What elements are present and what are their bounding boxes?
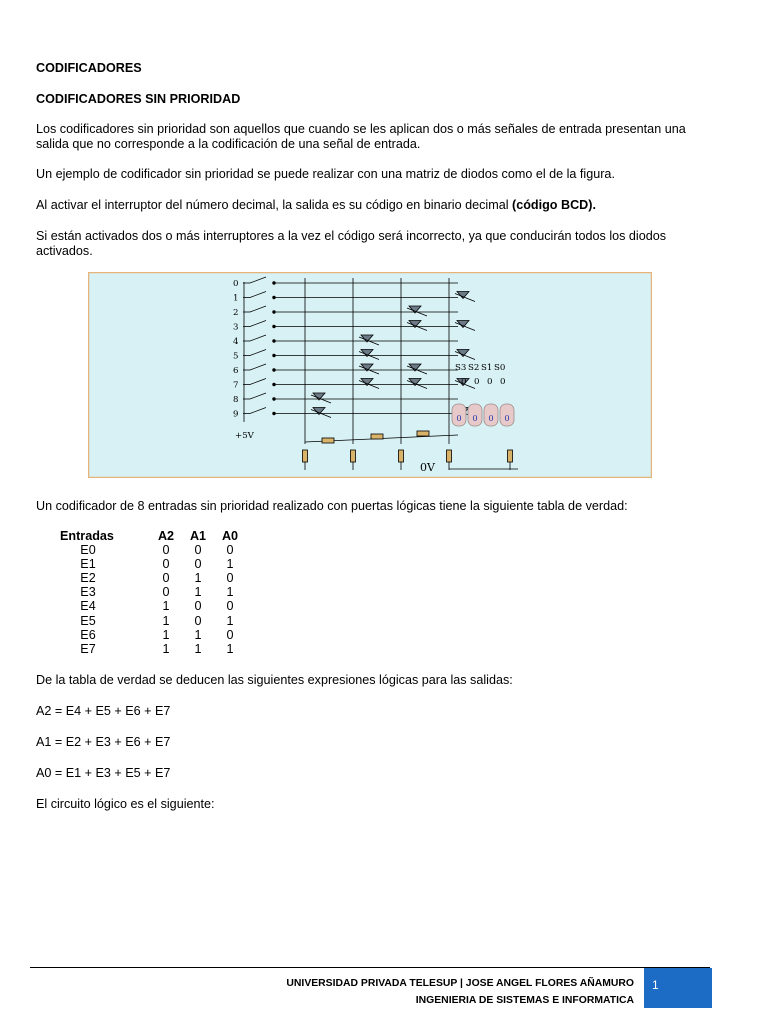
- table-cell-output: 0: [162, 571, 170, 586]
- table-cell-input: E7: [80, 641, 96, 656]
- table-row: [58, 557, 246, 571]
- table-cell-output: 1: [194, 641, 202, 656]
- equation-a1: A1 = E2 + E3 + E6 + E7: [36, 735, 171, 749]
- node-dot: [273, 369, 276, 372]
- table-row: [58, 599, 246, 613]
- warning-paragraph-line-1: Si están activados dos o más interruptores a la vez el código será incorrecto, ya que conducirán todos los diodos: [36, 229, 667, 243]
- table-cell-output: 1: [162, 627, 170, 642]
- document-title: CODIFICADORES: [36, 61, 142, 75]
- table-cell-input: E2: [80, 571, 96, 586]
- node-dot: [273, 325, 276, 328]
- table-cell-output: 1: [162, 613, 170, 628]
- node-dot: [273, 311, 276, 314]
- table-cell-output: 0: [194, 557, 202, 572]
- section-heading: CODIFICADORES SIN PRIORIDAD: [36, 92, 241, 106]
- header-a2: A2: [157, 529, 175, 543]
- switch-label: 2: [233, 308, 239, 318]
- switch-label: 6: [233, 366, 239, 376]
- table-cell-output: 0: [194, 543, 202, 558]
- resistor-icon: [417, 431, 429, 436]
- resistor-icon: [371, 434, 383, 439]
- equation-a0: A0 = E1 + E3 + E5 + E7: [36, 766, 171, 780]
- switch-label: 9: [233, 409, 239, 420]
- table-cell-output: 0: [162, 557, 170, 572]
- node-dot: [273, 282, 276, 285]
- table-row: [58, 642, 246, 656]
- footer-program: INGENIERIA DE SISTEMAS E INFORMATICA: [415, 995, 634, 1006]
- table-row: [58, 585, 246, 599]
- intro-paragraph-line-2: salida que no corresponde a la codificación de una señal de entrada.: [36, 137, 421, 151]
- expressions-intro: De la tabla de verdad se deducen las siguientes expresiones lógicas para las salidas:: [36, 673, 513, 687]
- table-cell-output: 1: [162, 641, 170, 656]
- table-cell-input: E4: [80, 599, 96, 614]
- table-cell-output: 0: [226, 627, 234, 642]
- node-dot: [273, 340, 276, 343]
- header-a0: A0: [221, 529, 239, 543]
- table-cell-output: 0: [226, 571, 234, 586]
- table-cell-input: E0: [80, 543, 96, 558]
- table-cell-output: 0: [226, 543, 234, 558]
- resistor-icon: [303, 450, 308, 462]
- output-value: 0: [461, 377, 467, 387]
- table-row: [58, 628, 246, 642]
- header-a1: A1: [189, 529, 207, 543]
- switch-label: 1: [233, 293, 239, 304]
- resistor-icon: [399, 450, 404, 462]
- table-cell-output: 1: [226, 585, 234, 600]
- switch-label: 7: [233, 380, 239, 391]
- switch-label: 3: [233, 322, 239, 333]
- page-number: 1: [652, 978, 659, 992]
- table-cell-input: E5: [80, 613, 96, 628]
- table-cell-output: 1: [226, 613, 234, 628]
- footer-divider: [30, 967, 710, 968]
- bcd-bold-text: (código BCD).: [512, 198, 596, 212]
- output-value: 0: [487, 377, 493, 387]
- table-cell-output: 0: [194, 599, 202, 614]
- table-cell-output: 1: [226, 641, 234, 656]
- output-label: S2: [468, 363, 480, 373]
- resistor-icon: [508, 450, 513, 462]
- node-dot: [273, 412, 276, 415]
- table-cell-output: 0: [194, 613, 202, 628]
- led-value: 0: [456, 414, 462, 423]
- table-cell-output: 1: [162, 599, 170, 614]
- table-cell-input: E3: [80, 585, 96, 600]
- intro-paragraph-line-1: Los codificadores sin prioridad son aquellos que cuando se les aplican dos o más señales de entrada presentan una: [36, 122, 686, 136]
- table-cell-output: 1: [194, 585, 202, 600]
- table-cell-output: 0: [162, 543, 170, 558]
- table-row: [58, 614, 246, 628]
- example-paragraph: Un ejemplo de codificador sin prioridad se puede realizar con una matriz de diodos como el de la figura.: [36, 167, 615, 181]
- node-dot: [273, 398, 276, 401]
- ground-label: 0V: [420, 461, 435, 474]
- table-cell-output: 1: [194, 627, 202, 642]
- led-value: 0: [472, 414, 478, 423]
- switch-label: 5: [233, 351, 239, 362]
- output-value: 0: [500, 377, 506, 387]
- truth-table: [58, 529, 246, 656]
- table-cell-input: E1: [80, 557, 96, 572]
- equation-a2: A2 = E4 + E5 + E6 + E7: [36, 704, 171, 718]
- table-cell-output: 1: [226, 557, 234, 572]
- node-dot: [273, 354, 276, 357]
- node-dot: [273, 296, 276, 299]
- output-label: S0: [494, 363, 506, 373]
- switch-paragraph: [36, 198, 596, 213]
- switch-label: 8: [233, 395, 239, 405]
- table-cell-output: 0: [226, 599, 234, 614]
- warning-paragraph-line-2: activados.: [36, 244, 93, 258]
- resistor-icon: [351, 450, 356, 462]
- table-row: [58, 571, 246, 585]
- node-dot: [273, 383, 276, 386]
- table-row: [58, 543, 246, 557]
- led-value: 0: [488, 414, 494, 423]
- supply-label: +5V: [235, 431, 254, 441]
- output-label: S3: [455, 363, 467, 373]
- switch-paragraph-text: Al activar el interruptor del número decimal, la salida es su código en binario decimal: [36, 198, 513, 212]
- led-value: 0: [504, 414, 510, 423]
- figure-background: [89, 273, 652, 478]
- resistor-icon: [322, 438, 334, 443]
- output-label: S1: [481, 363, 493, 373]
- table-cell-output: 0: [162, 585, 170, 600]
- footer-university: UNIVERSIDAD PRIVADA TELESUP | JOSE ANGEL FLORES AÑAMURO: [286, 978, 634, 989]
- table-cell-input: E6: [80, 627, 96, 642]
- switch-label: 4: [233, 337, 239, 347]
- truth-table-header-row: [58, 529, 246, 543]
- output-value: 0: [474, 377, 480, 387]
- header-entradas: Entradas: [60, 529, 114, 543]
- page-number-box: [644, 968, 712, 1008]
- resistor-icon: [447, 450, 452, 462]
- diode-matrix-figure: [88, 272, 652, 478]
- switch-label: 0: [233, 279, 239, 289]
- truth-table-intro: Un codificador de 8 entradas sin prioridad realizado con puertas lógicas tiene la siguiente tabla de verdad:: [36, 499, 628, 513]
- table-cell-output: 1: [194, 571, 202, 586]
- circuit-intro: El circuito lógico es el siguiente:: [36, 797, 215, 811]
